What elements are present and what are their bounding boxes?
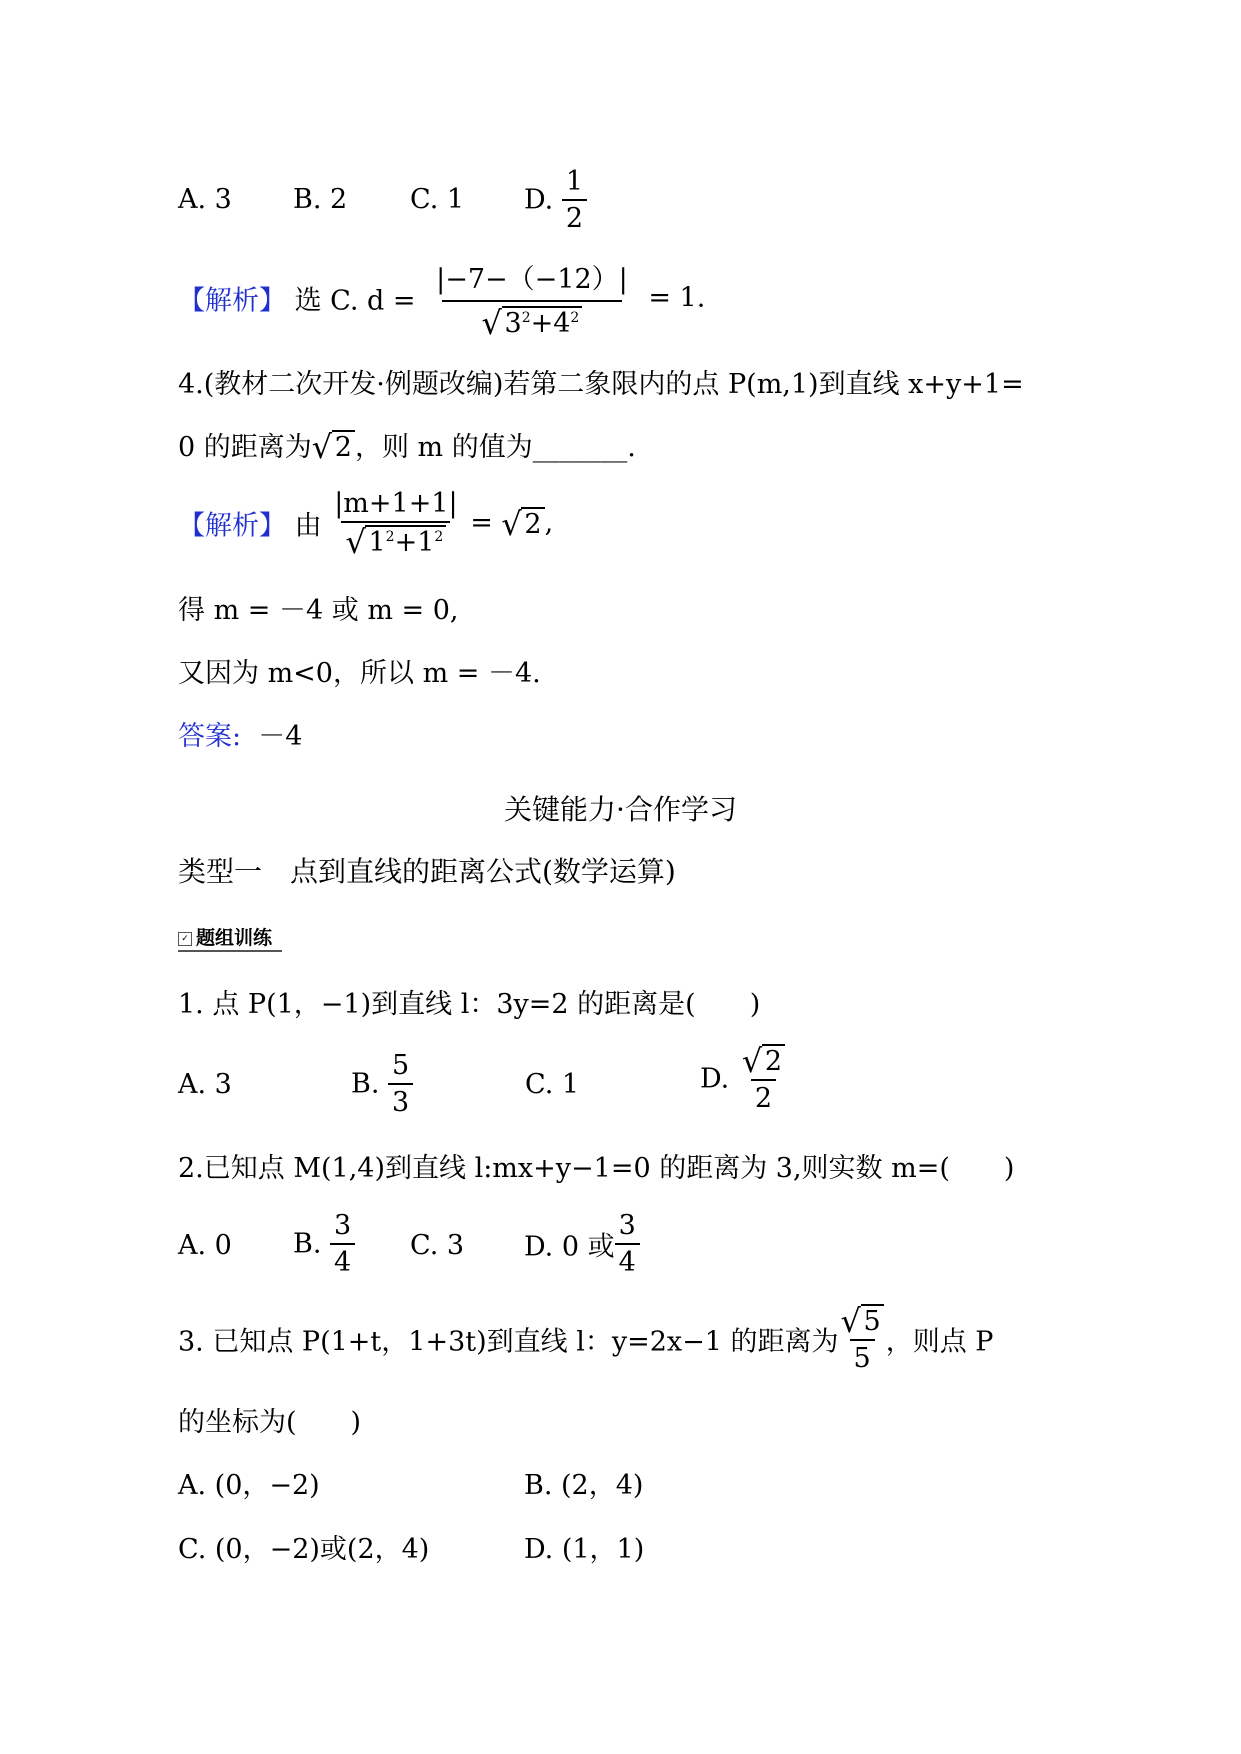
sqrt: √ 5 xyxy=(841,1304,884,1337)
solution-step-3: 又因为 m<0，所以 m = －4. xyxy=(178,658,541,689)
q4-solution: 【解析】 由 |m+1+1| √ $1^2+1^2$ = √ 2 , xyxy=(178,488,554,561)
answer xyxy=(178,714,302,753)
answer-value: －4 xyxy=(258,721,303,752)
problem-2-stem: 2.已知点 M(1,4)到直线 l:mx+y−1=0 的距离为 3,则实数 m=( ) xyxy=(178,1153,1015,1184)
sqrt: √ 2 xyxy=(742,1044,785,1077)
option-a: A. 3 xyxy=(178,184,232,215)
option-a: A. (0，−2) xyxy=(178,1470,320,1501)
option-d-label: D. xyxy=(524,184,554,216)
sqrt: √ 2 xyxy=(312,430,355,463)
problem-1-stem: 1. 点 P(1，−1)到直线 l：3y=2 的距离是( ) xyxy=(178,989,761,1020)
option-c: C. 3 xyxy=(410,1230,465,1261)
option-d: D. √ 2 2 xyxy=(700,1044,789,1114)
sqrt: √ $3^2+4^2$ xyxy=(482,306,583,339)
problem-3-stem-line-2: 的坐标为( ) xyxy=(178,1407,362,1438)
fraction-numerator: 1 xyxy=(565,166,584,197)
option-b: B. (2，4) xyxy=(524,1470,644,1501)
fraction-denominator xyxy=(442,300,623,342)
question-4-line-2: 0 的距离为 √ 2 ，则 m 的值为_______. xyxy=(178,428,636,466)
option-c: C. (0，−2)或(2，4) xyxy=(178,1534,430,1565)
checkbox-icon: ✓ xyxy=(178,932,192,946)
answer-label: 答案: xyxy=(178,721,242,752)
option-d: D. 0 或 $\frac{3}{4}$ xyxy=(524,1210,640,1278)
option-b: B. $\frac{5}{3}$ xyxy=(351,1050,413,1118)
sqrt: √ $1^2+1^2$ xyxy=(345,525,446,558)
option-d xyxy=(524,166,587,234)
q3-solution xyxy=(178,257,706,342)
option-b: B. 2 xyxy=(293,184,348,215)
solution-tag: 【解析】 xyxy=(178,285,286,317)
option-b: B. $\frac{3}{4}$ xyxy=(293,1210,355,1278)
option-d: D. (1，1) xyxy=(524,1534,645,1565)
solution-tag: 【解析】 xyxy=(178,510,286,542)
distance-fraction xyxy=(330,488,461,561)
fraction-numerator: |−7−（−12）| xyxy=(436,264,628,295)
solution-step-2: 得 m = －4 或 m = 0, xyxy=(178,595,459,626)
fraction-denominator xyxy=(341,521,450,561)
option-c: C. 1 xyxy=(410,184,465,215)
distance-fraction xyxy=(424,257,640,342)
question-4-line-1: 4.(教材二次开发·例题改编)若第二象限内的点 P(m,1)到直线 x+y+1= xyxy=(178,369,1024,400)
solution-text: 选 C. d = xyxy=(294,285,416,317)
problem-3-stem: 3. 已知点 P(1+t，1+3t)到直线 l：y=2x−1 的距离为 √ 5 5 ，则点 P xyxy=(178,1302,994,1374)
option-a: A. 3 xyxy=(178,1069,232,1100)
fraction-denominator: 2 xyxy=(562,199,587,234)
fraction xyxy=(562,166,587,234)
solution-result: = 1. xyxy=(648,282,706,314)
section-title: 关键能力·合作学习 xyxy=(504,793,737,826)
fraction-numerator: |m+1+1| xyxy=(334,488,458,519)
option-a: A. 0 xyxy=(178,1230,232,1261)
option-c: C. 1 xyxy=(525,1069,580,1100)
exercise-tag: ✓ 题组训练 xyxy=(178,923,282,952)
sqrt: √ 2 xyxy=(501,507,544,540)
type-heading: 类型一 点到直线的距离公式(数学运算) xyxy=(178,855,676,888)
